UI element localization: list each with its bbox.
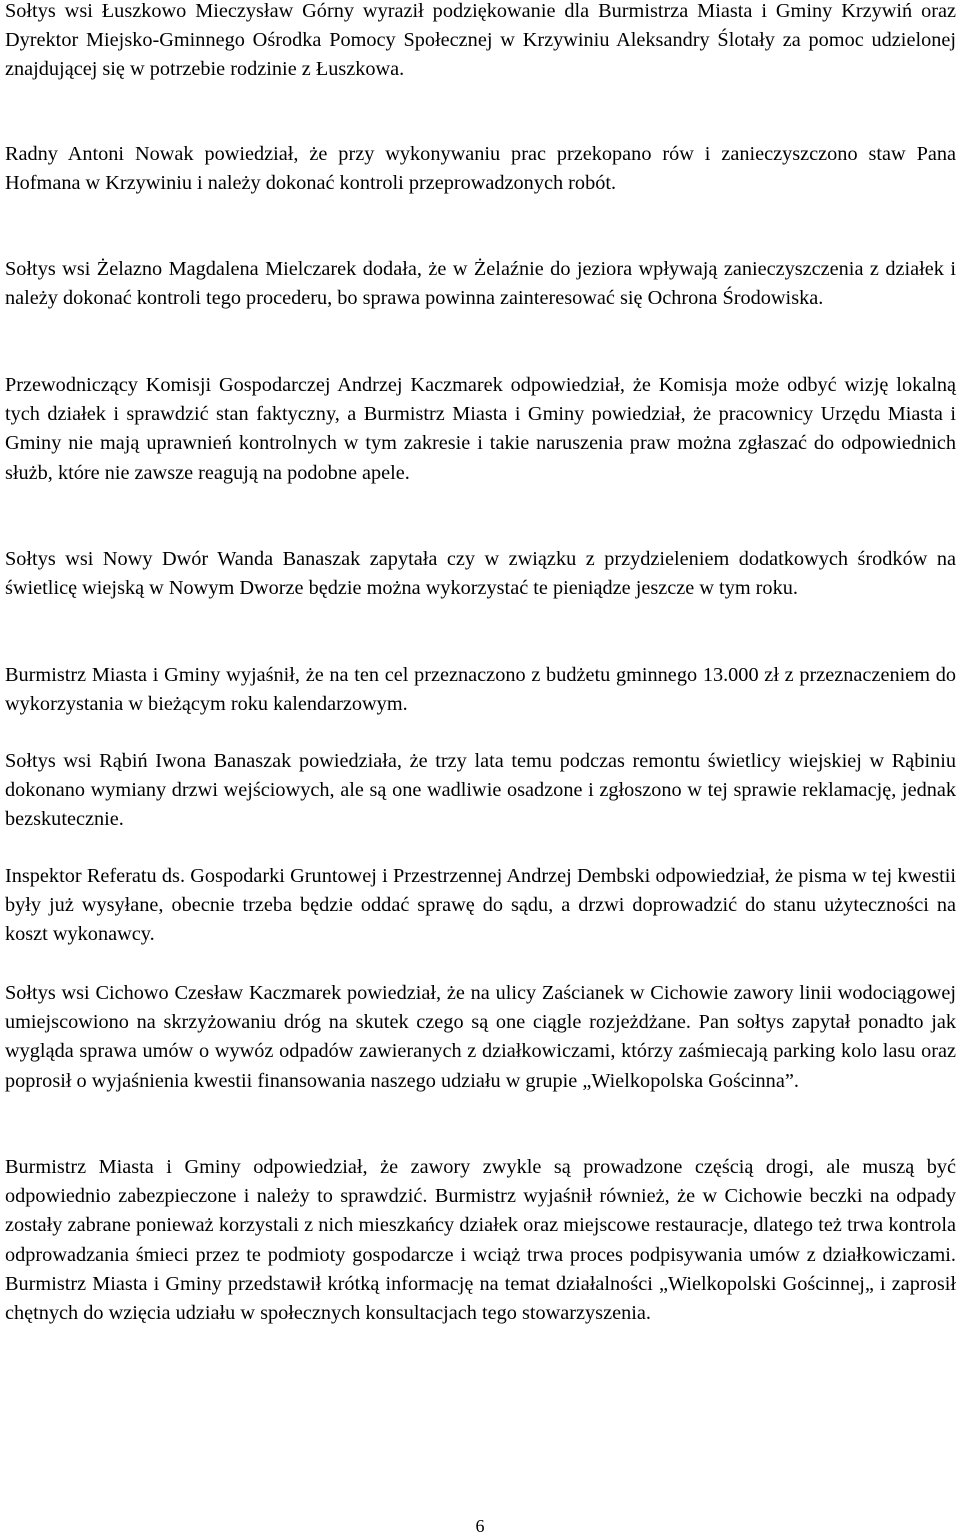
page-number: 6 — [475, 1516, 485, 1536]
paragraph-mayor-answer: Burmistrz Miasta i Gminy odpowiedział, że zawory zwykle są prowadzone częścią drogi, ale muszą być odpowiednio zabezpieczone i należy to sprawdzić. Burmistrz wyjaśnił również, że w Cichowie beczki na odpady zostały zabrane ponieważ korzystali z nich mieszkańcy działek oraz miejscowe restauracje, dlatego też trwa kontrola odprowadzania śmieci przez te podmioty gospodarcze i wciąż trwa proces podpisywania umów z działkowiczami. Burmistrz Miasta i Gminy przedstawił krótką informację na temat działalności „Wielkopolski Gościnnej„ i zaprosił chętnych do wzięcia udziału w społecznych konsultacjach tego stowarzyszenia. — [5, 1156, 956, 1325]
paragraph-inspector-response: Inspektor Referatu ds. Gospodarki Gruntowej i Przestrzennej Andrzej Dembski odpowiedział, że pisma w tej kwestii były już wysyłane, obecnie trzeba będzie oddać sprawę do sądu, a drzwi doprowadzić do stanu użyteczności na koszt wykonawcy. — [5, 865, 956, 946]
paragraph-luszkowo-thanks: Sołtys wsi Łuszkowo Mieczysław Górny wyraził podziękowanie dla Burmistrza Miasta i Gminy Krzywiń oraz Dyrektor Miejsko-Gminnego Ośrodka Pomocy Społecznej w Krzywiniu Aleksandry Ślotały za pomoc udzielonej znajdującej się w potrzebie rodzinie z Łuszkowa. — [5, 0, 956, 81]
paragraph-commission-response: Przewodniczący Komisji Gospodarczej Andrzej Kaczmarek odpowiedział, że Komisja może odbyć wizję lokalną tych działek i sprawdzić stan faktyczny, a Burmistrz Miasta i Gminy powiedział, że pracownicy Urzędu Miasta i Gminy nie mają uprawnień kontrolnych w tym zakresie i takie naruszenia praw można zgłaszać do odpowiednich służb, które nie zawsze reagują na podobne apele. — [5, 374, 956, 484]
paragraph-cichowo-valves: Sołtys wsi Cichowo Czesław Kaczmarek powiedział, że na ulicy Zaścianek w Cichowie zawory linii wodociągowej umiejscowiono na skrzyżowaniu dróg na skutek czego są one ciągle rozjeżdżane. Pan sołtys zapytał ponadto jak wygląda sprawa umów o wywóz odpadów zawieranych z działkowiczami, którzy zaśmiecają parking kolo lasu oraz poprosił o wyjaśnienia kwestii finansowania naszego udziału w grupie „Wielkopolska Gościnna”. — [5, 982, 956, 1092]
paragraph-zelazno-pollution: Sołtys wsi Żelazno Magdalena Mielczarek dodała, że w Żelaźnie do jeziora wpływają zanieczyszczenia z działek i należy dokonać kontroli tego procederu, bo sprawa powinna zainteresować się Ochrona Środowiska. — [5, 258, 956, 310]
paragraph-budget-answer: Burmistrz Miasta i Gminy wyjaśnił, że na ten cel przeznaczono z budżetu gminnego 13.000 zł z przeznaczeniem do wykorzystania w bieżącym roku kalendarzowym. — [5, 664, 956, 716]
paragraph-rabin-doors: Sołtys wsi Rąbiń Iwona Banaszak powiedziała, że trzy lata temu podczas remontu świetlicy wiejskiej w Rąbiniu dokonano wymiany drzwi wejściowych, ale są one wadliwie osadzone i zgłoszono w tej sprawie reklamację, jednak bezskutecznie. — [5, 750, 956, 831]
paragraph-nowak-ditch: Radny Antoni Nowak powiedział, że przy wykonywaniu prac przekopano rów i zanieczyszczono staw Pana Hofmana w Krzywiniu i należy dokonać kontroli przeprowadzonych robót. — [5, 143, 956, 195]
paragraph-nowy-dwor-question: Sołtys wsi Nowy Dwór Wanda Banaszak zapytała czy w związku z przydzieleniem dodatkowych środków na świetlicę wiejską w Nowym Dworze będzie można wykorzystać te pieniądze jeszcze w tym roku. — [5, 548, 956, 600]
